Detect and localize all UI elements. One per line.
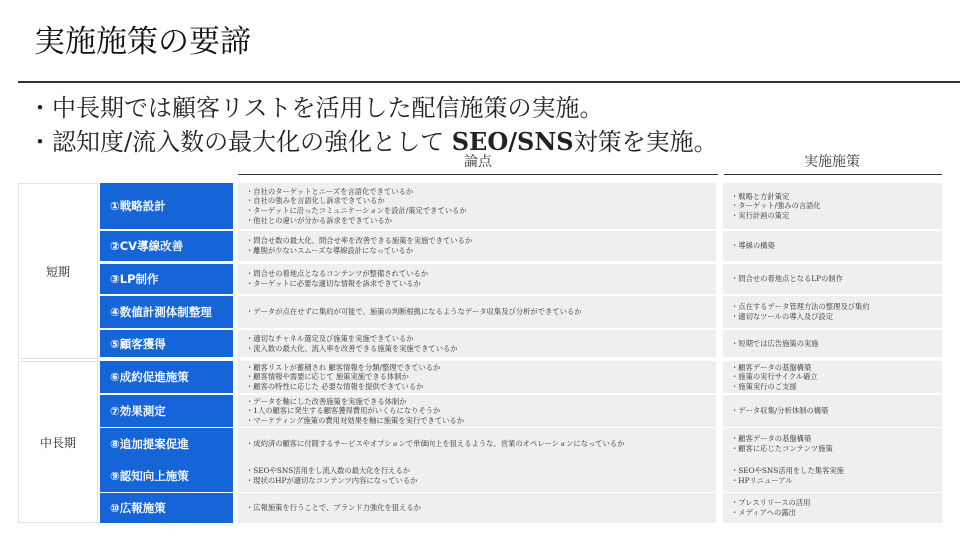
- measure-line: ・点在するデータ管理方法の整理及び集約: [731, 302, 870, 312]
- measure-line: ・メディアへの露出: [731, 508, 796, 517]
- header-measures: 実施施策: [804, 154, 860, 170]
- row-label: ④数値計測体制整理: [100, 296, 233, 328]
- bullet-1-text: ・中長期では顧客リストを活用した配信施策の実施。: [28, 94, 604, 122]
- table-row: [100, 395, 942, 427]
- measure-line: ・顧客に応じたコンテンツ施策: [731, 444, 833, 453]
- row-issues: [238, 493, 716, 523]
- row-label: ⑤顧客獲得: [100, 330, 233, 357]
- measure-line: ・短期では広告施策の実施: [731, 338, 819, 348]
- measure-line: ・戦略と方針策定: [731, 191, 790, 201]
- measure-line: ・SEOやSNS活用をした集客実施: [731, 466, 844, 476]
- row-measures: [723, 330, 942, 357]
- issue-line: ・顧客リストが蓄積され 顧客情報を分類/整理できているか: [246, 362, 441, 372]
- issue-line: ・自社の強みを言語化し訴求できているか: [246, 196, 385, 206]
- measure-line: ・適切なツールの導入及び設定: [731, 312, 834, 321]
- row-label: ⑨認知向上施策: [100, 460, 233, 492]
- title-divider: [18, 81, 960, 83]
- row-issues: [238, 296, 716, 328]
- period-mid: 中長期: [18, 361, 98, 523]
- issue-line: ・現状のHPが適切なコンテンツ内容になっているか: [246, 476, 418, 485]
- issue-line: ・マーケティング施策の費用対効果を軸に施策を実行できているか: [246, 415, 465, 425]
- row-measures: [723, 183, 942, 229]
- row-label: ②CV導線改善: [100, 231, 233, 261]
- row-label: ⑥成約促進施策: [100, 361, 233, 393]
- issue-line: ・ターゲットに必要な適切な情報を訴求できているか: [246, 279, 421, 288]
- issue-line: ・自社のターゲットとニーズを言語化できているか: [246, 186, 414, 196]
- measure-line: ・施策の実行サイクル確立: [731, 372, 818, 382]
- row-issues: [238, 264, 716, 294]
- row-label: ③LP制作: [100, 264, 233, 294]
- row-measures: [723, 493, 942, 523]
- bullet-2-suffix: 対策を実施。: [573, 128, 718, 156]
- table-row: [100, 183, 942, 229]
- issue-line: ・SEOやSNS活用をし流入数の最大化を行えるか: [246, 466, 411, 476]
- row-issues: [238, 330, 716, 357]
- measure-line: ・導線の構築: [731, 241, 775, 251]
- row-measures: [723, 296, 942, 328]
- table-row: [100, 296, 942, 328]
- header-issues-rule: [238, 174, 718, 175]
- header-measures-rule: [724, 174, 942, 175]
- row-issues: [238, 361, 716, 393]
- table-row: [100, 231, 942, 261]
- issue-line: ・離脱が少ないスムーズな導線設計になっているか: [246, 246, 414, 255]
- bullet-2-strong: SEO/SNS: [451, 127, 574, 156]
- table-row: [100, 493, 942, 523]
- issue-line: ・流入数の最大化、流入率を改善できる施策を実施できているか: [246, 343, 458, 353]
- row-issues: [238, 183, 716, 229]
- issue-line: ・問合せ数の最大化、問合せ率を改善できる施策を実施できているか: [246, 236, 473, 246]
- issue-line: ・広報施策を行うことで、ブランド力強化を狙えるか: [246, 503, 421, 513]
- measure-line: ・顧客データの基盤構築: [731, 434, 812, 444]
- table-row: [100, 264, 942, 294]
- bullet-2-prefix: ・認知度/流入数の最大化の強化として: [28, 128, 452, 156]
- measure-line: ・実行計画の策定: [731, 210, 790, 220]
- table-row: [100, 361, 942, 393]
- measure-line: ・顧客データの基盤構築: [731, 362, 812, 372]
- row-measures: [723, 460, 942, 492]
- row-label: ①戦略設計: [100, 183, 233, 229]
- row-label: ⑧追加提案促進: [100, 428, 233, 460]
- measure-line: ・データ収集/分析体制の構築: [731, 406, 829, 416]
- row-measures: [723, 264, 942, 294]
- issue-line: ・データが点在せずに集約が可能で、施策の判断根拠になるようなデータ収集及び分析ができているか: [246, 307, 582, 317]
- issue-line: ・問合せの着地点となるコンテンツが整備されているか: [246, 269, 429, 279]
- period-short: 短期: [18, 183, 98, 359]
- measure-line: ・施策実行のご支援: [731, 381, 797, 391]
- issue-line: ・他社との違いが分かる訴求をできているか: [246, 215, 392, 225]
- row-measures: [723, 361, 942, 393]
- issue-line: ・ターゲットに沿ったコミュニケーションを設計/策定できているか: [246, 206, 467, 215]
- issue-line: ・顧客情報や需要に応じて 施策実施できる体制か: [246, 372, 409, 382]
- row-measures: [723, 395, 942, 427]
- bullet-1: [28, 92, 604, 124]
- page-title: 実施施策の要諦: [34, 24, 251, 60]
- row-label: ⑦効果測定: [100, 395, 233, 427]
- issue-line: ・データを軸にした改善施策を実施できる体制か: [246, 396, 407, 406]
- row-issues: [238, 395, 716, 427]
- table-row: [100, 330, 942, 357]
- row-measures: [723, 231, 942, 261]
- issue-line: ・1人の顧客に発生する顧客獲得費用がいくらになりそうか: [246, 406, 441, 416]
- issue-line: ・成約済の顧客に付随するサービスやオプションで単価向上を狙えるような、営業のオペレーションになっているか: [246, 439, 625, 449]
- issue-line: ・顧客の特性に応じた 必要な情報を提供できているか: [246, 381, 424, 391]
- measure-line: ・問合せの着地点となるLPの制作: [731, 274, 843, 284]
- measure-line: ・ターゲット/強みの言語化: [731, 201, 821, 211]
- row-issues: [238, 428, 716, 460]
- table-row: [100, 460, 942, 492]
- table-row: [100, 428, 942, 460]
- issue-line: ・適切なチャネル選定及び施策を実施できているか: [246, 333, 414, 343]
- row-measures: [723, 428, 942, 460]
- measure-line: ・プレスリリースの活用: [731, 498, 811, 508]
- measure-line: ・HPリニューアル: [731, 476, 793, 485]
- row-label: ⑩広報施策: [100, 493, 233, 523]
- row-issues: [238, 460, 716, 492]
- header-issues: 論点: [464, 154, 492, 170]
- row-issues: [238, 231, 716, 261]
